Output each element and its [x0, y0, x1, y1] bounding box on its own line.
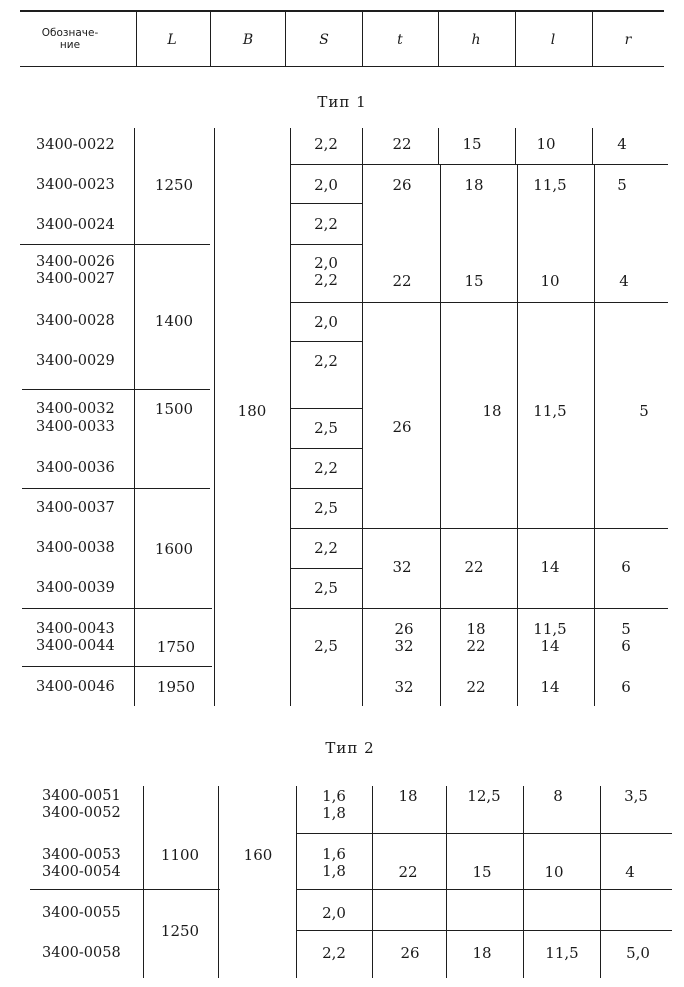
cell-l: 11,5 — [545, 944, 579, 962]
table-row-code: 3400-0038 — [36, 540, 115, 556]
table-row-code: 3400-0051 — [42, 788, 121, 804]
cell-S: 2,0 — [314, 254, 338, 272]
cell-S: 2,0 — [322, 904, 346, 922]
cell-t: 26 — [392, 418, 412, 436]
cell-S: 1,6 — [322, 845, 346, 863]
cell-t: 32 — [394, 678, 414, 696]
cell-t: 22 — [392, 135, 412, 153]
cell-r: 4 — [617, 135, 627, 153]
cell-t: 26 — [392, 176, 412, 194]
table-row-code: 3400-0054 — [42, 864, 121, 880]
cell-t: 22 — [392, 272, 412, 290]
table-row-code: 3400-0046 — [36, 679, 115, 695]
cell-S: 1,6 — [322, 787, 346, 805]
cell-r: 4 — [625, 863, 635, 881]
cell-S: 2,2 — [314, 539, 338, 557]
cell-r: 5 — [621, 620, 631, 638]
table-row-code: 3400-0026 — [36, 254, 115, 270]
cell-l: 14 — [540, 558, 560, 576]
cell-L: 1600 — [154, 540, 194, 558]
table-row-code: 3400-0033 — [36, 419, 115, 435]
cell-S: 2,5 — [314, 579, 338, 597]
cell-r: 5 — [639, 402, 649, 420]
table-row-code: 3400-0029 — [36, 353, 115, 369]
cell-S: 1,8 — [322, 804, 346, 822]
header-designation-label: Обозначе- ние — [41, 27, 99, 51]
table-row-code: 3400-0037 — [36, 500, 115, 516]
cell-S: 2,0 — [314, 313, 338, 331]
cell-r: 4 — [619, 272, 629, 290]
table-row-code: 3400-0044 — [36, 638, 115, 654]
cell-S: 2,2 — [314, 352, 338, 370]
table-row-code: 3400-0055 — [42, 905, 121, 921]
cell-r: 6 — [621, 558, 631, 576]
header-S: S — [319, 32, 329, 48]
cell-l: 11,5 — [533, 620, 567, 638]
cell-S: 2,5 — [314, 419, 338, 437]
header-B: B — [242, 32, 254, 48]
cell-B: 160 — [243, 846, 273, 864]
cell-S: 2,2 — [314, 459, 338, 477]
cell-h: 18 — [464, 176, 484, 194]
cell-r: 5 — [617, 176, 627, 194]
cell-t: 18 — [398, 787, 418, 805]
cell-r: 6 — [621, 637, 631, 655]
cell-B: 180 — [237, 402, 267, 420]
cell-S: 2,2 — [322, 944, 346, 962]
cell-l: 10 — [544, 863, 564, 881]
cell-S: 2,2 — [314, 135, 338, 153]
cell-h: 22 — [464, 558, 484, 576]
cell-t: 32 — [392, 558, 412, 576]
cell-h: 22 — [466, 637, 486, 655]
table-row-code: 3400-0027 — [36, 271, 115, 287]
table-row-code: 3400-0043 — [36, 621, 115, 637]
section-title-type2: Тип 2 — [325, 739, 375, 757]
cell-r: 6 — [621, 678, 631, 696]
cell-h: 15 — [462, 135, 482, 153]
cell-l: 8 — [553, 787, 563, 805]
cell-h: 12,5 — [467, 787, 501, 805]
cell-S: 1,8 — [322, 862, 346, 880]
cell-l: 14 — [540, 637, 560, 655]
cell-L: 1500 — [154, 400, 194, 418]
header-l: l — [550, 32, 556, 48]
cell-t: 32 — [394, 637, 414, 655]
cell-L: 1250 — [154, 176, 194, 194]
cell-L: 1950 — [156, 678, 196, 696]
section-title-type1: Тип 1 — [317, 93, 367, 111]
table-row-code: 3400-0028 — [36, 313, 115, 329]
cell-l: 11,5 — [533, 176, 567, 194]
cell-S: 2,5 — [314, 637, 338, 655]
cell-L: 1750 — [156, 638, 196, 656]
cell-S: 2,2 — [314, 215, 338, 233]
table-row-code: 3400-0052 — [42, 805, 121, 821]
header-t: t — [397, 32, 403, 48]
cell-t: 26 — [400, 944, 420, 962]
table-row-code: 3400-0032 — [36, 401, 115, 417]
table-row-code: 3400-0024 — [36, 217, 115, 233]
cell-h: 15 — [472, 863, 492, 881]
table-row-code: 3400-0036 — [36, 460, 115, 476]
cell-t: 22 — [398, 863, 418, 881]
header-r: r — [624, 32, 632, 48]
header-L: L — [167, 32, 177, 48]
cell-L: 1100 — [160, 846, 200, 864]
cell-r: 5,0 — [626, 944, 650, 962]
cell-r: 3,5 — [624, 787, 648, 805]
cell-L: 1250 — [160, 922, 200, 940]
cell-l: 10 — [540, 272, 560, 290]
cell-L: 1400 — [154, 312, 194, 330]
cell-h: 22 — [466, 678, 486, 696]
table-row-code: 3400-0022 — [36, 137, 115, 153]
cell-h: 18 — [472, 944, 492, 962]
cell-S: 2,2 — [314, 271, 338, 289]
table-row-code: 3400-0023 — [36, 177, 115, 193]
cell-l: 14 — [540, 678, 560, 696]
cell-l: 11,5 — [533, 402, 567, 420]
cell-S: 2,5 — [314, 499, 338, 517]
cell-S: 2,0 — [314, 176, 338, 194]
cell-h: 18 — [466, 620, 486, 638]
table-row-code: 3400-0058 — [42, 945, 121, 961]
cell-h: 15 — [464, 272, 484, 290]
cell-h: 18 — [482, 402, 502, 420]
cell-t: 26 — [394, 620, 414, 638]
header-designation — [42, 27, 99, 51]
cell-l: 10 — [536, 135, 556, 153]
table-row-code: 3400-0039 — [36, 580, 115, 596]
table-row-code: 3400-0053 — [42, 847, 121, 863]
header-h: h — [471, 32, 481, 48]
